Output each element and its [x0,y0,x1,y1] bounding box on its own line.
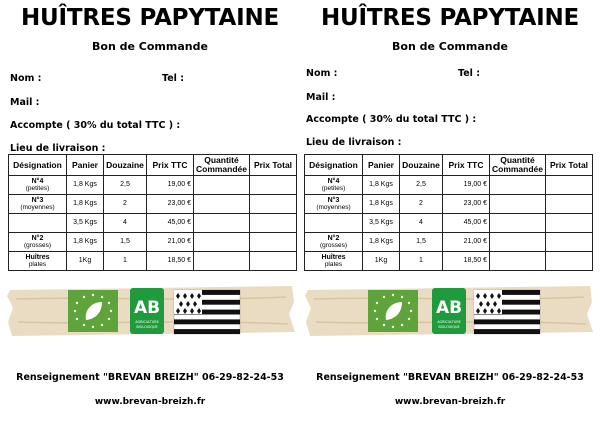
field-nom[interactable]: Nom : [306,68,338,79]
logo-banner [6,284,296,338]
cell-panier: 1Kg [67,252,104,271]
form-title: HUÎTRES PAPYTAINE [20,5,280,31]
field-tel[interactable]: Tel : [162,73,185,84]
cell-prix-total[interactable] [546,214,593,233]
header-designation: Désignation [9,155,67,176]
field-lieu-livraison[interactable]: Lieu de livraison : [306,137,402,148]
ab-caption: AGRICULTURE [437,320,461,324]
cell-douzaine: 2,5 [104,176,147,195]
cell-douzaine: 4 [104,214,147,233]
designation-number: N°2 [327,234,340,242]
cell-prix-total[interactable] [250,195,297,214]
cell-prix-total[interactable] [546,176,593,195]
designation-number: N°3 [31,196,44,204]
designation-size: (moyennes) [316,204,351,211]
header-prix-ttc: Prix TTC [443,155,490,176]
order-form-left [2,0,298,424]
table-header-row [305,155,593,176]
order-table [304,154,593,271]
cell-prix: 18,50 € [147,252,194,271]
cell-designation [9,233,67,252]
cell-prix: 19,00 € [147,176,194,195]
cell-prix: 21,00 € [443,233,490,252]
cell-panier: 1,8 Kgs [67,233,104,252]
cell-designation [305,214,363,233]
field-accompte[interactable]: Accompte ( 30% du total TTC ) : [306,114,477,125]
cell-designation [305,195,363,214]
logo-banner [304,284,594,338]
form-subtitle: Bon de Commande [92,40,208,53]
header-prix-total: Prix Total [546,155,593,176]
cell-panier: 1,8 Kgs [363,195,400,214]
cell-quantite[interactable] [194,176,250,195]
cell-panier: 3,5 Kgs [363,214,400,233]
cell-designation [9,214,67,233]
cell-quantite[interactable] [490,252,546,271]
header-quantite: Quantité Commandée [490,155,546,176]
table-row [9,252,297,271]
cell-prix: 21,00 € [147,233,194,252]
cell-panier: 1,8 Kgs [67,176,104,195]
cell-prix-total[interactable] [546,252,593,271]
cell-prix-total[interactable] [250,214,297,233]
field-lieu-livraison[interactable]: Lieu de livraison : [10,143,106,154]
header-douzaine: Douzaine [104,155,147,176]
footer-renseignement: Renseignement "BREVAN BREIZH" 06-29-82-24-53 [316,372,584,383]
ab-logo [432,288,466,334]
designation-size: plates [324,261,343,268]
header-quantite: Quantité Commandée [194,155,250,176]
cell-douzaine: 1 [104,252,147,271]
table-row [305,195,593,214]
field-tel[interactable]: Tel : [458,68,481,79]
cell-quantite[interactable] [490,233,546,252]
field-nom[interactable]: Nom : [10,73,42,84]
table-header-row [9,155,297,176]
ab-caption: BIOLOGIQUE [136,325,158,329]
cell-prix: 18,50 € [443,252,490,271]
order-form-right [302,0,598,424]
designation-number: Huîtres [321,253,346,261]
table-row [9,195,297,214]
designation-size: (grosses) [23,242,52,249]
order-table [8,154,297,271]
cell-quantite[interactable] [490,195,546,214]
cell-designation [9,195,67,214]
table-row [9,176,297,195]
ab-logo-text: AB [435,298,463,318]
footer-website[interactable]: www.brevan-breizh.fr [394,397,506,407]
cell-designation [305,252,363,271]
header-panier: Panier [67,155,104,176]
cell-prix: 45,00 € [443,214,490,233]
table-row [305,214,593,233]
footer-website[interactable]: www.brevan-breizh.fr [94,397,206,407]
cell-douzaine: 4 [400,214,443,233]
cell-prix: 45,00 € [147,214,194,233]
cell-designation [9,176,67,195]
cell-douzaine: 1 [400,252,443,271]
gwenn-ha-du-flag [474,290,540,334]
cell-prix-total[interactable] [250,233,297,252]
cell-quantite[interactable] [194,252,250,271]
cell-panier: 1,8 Kgs [363,176,400,195]
cell-douzaine: 1,5 [400,233,443,252]
cell-prix-total[interactable] [546,195,593,214]
cell-prix: 19,00 € [443,176,490,195]
cell-quantite[interactable] [490,214,546,233]
cell-prix-total[interactable] [546,233,593,252]
designation-size: (petites) [25,185,50,192]
ab-logo-text: AB [133,298,161,318]
designation-number: N°2 [31,234,44,242]
footer-renseignement: Renseignement "BREVAN BREIZH" 06-29-82-24-53 [16,372,284,383]
designation-number: N°3 [327,196,340,204]
cell-panier: 1,8 Kgs [363,233,400,252]
designation-number: N°4 [31,177,44,185]
cell-panier: 1Kg [363,252,400,271]
cell-prix: 23,00 € [443,195,490,214]
designation-size: (grosses) [319,242,348,249]
header-douzaine: Douzaine [400,155,443,176]
table-row [9,233,297,252]
header-panier: Panier [363,155,400,176]
field-mail[interactable]: Mail : [306,92,336,103]
eu-organic-leaf-logo [68,290,118,332]
form-subtitle: Bon de Commande [392,40,508,53]
designation-number: N°4 [327,177,340,185]
header-designation: Désignation [305,155,363,176]
designation-number: Huîtres [25,253,50,261]
designation-size: plates [28,261,47,268]
eu-organic-leaf-logo [368,290,418,332]
field-accompte[interactable]: Accompte ( 30% du total TTC ) : [10,120,181,131]
table-row [305,252,593,271]
cell-prix: 23,00 € [147,195,194,214]
ab-caption: AGRICULTURE [135,320,159,324]
designation-size: (petites) [321,185,346,192]
form-title: HUÎTRES PAPYTAINE [320,5,580,31]
cell-douzaine: 1,5 [104,233,147,252]
header-prix-ttc: Prix TTC [147,155,194,176]
table-row [305,233,593,252]
cell-quantite[interactable] [194,195,250,214]
ab-caption: BIOLOGIQUE [438,325,460,329]
cell-douzaine: 2 [400,195,443,214]
cell-douzaine: 2 [104,195,147,214]
cell-quantite[interactable] [194,214,250,233]
table-row [305,176,593,195]
field-mail[interactable]: Mail : [10,97,40,108]
cell-quantite[interactable] [194,233,250,252]
designation-size: (moyennes) [20,204,55,211]
cell-panier: 1,8 Kgs [67,195,104,214]
cell-designation [9,252,67,271]
cell-prix-total[interactable] [250,252,297,271]
ab-logo [130,288,164,334]
gwenn-ha-du-flag [174,290,240,334]
header-prix-total: Prix Total [250,155,297,176]
cell-prix-total[interactable] [250,176,297,195]
cell-designation [305,233,363,252]
cell-quantite[interactable] [490,176,546,195]
cell-panier: 3,5 Kgs [67,214,104,233]
table-row [9,214,297,233]
cell-douzaine: 2,5 [400,176,443,195]
cell-designation [305,176,363,195]
